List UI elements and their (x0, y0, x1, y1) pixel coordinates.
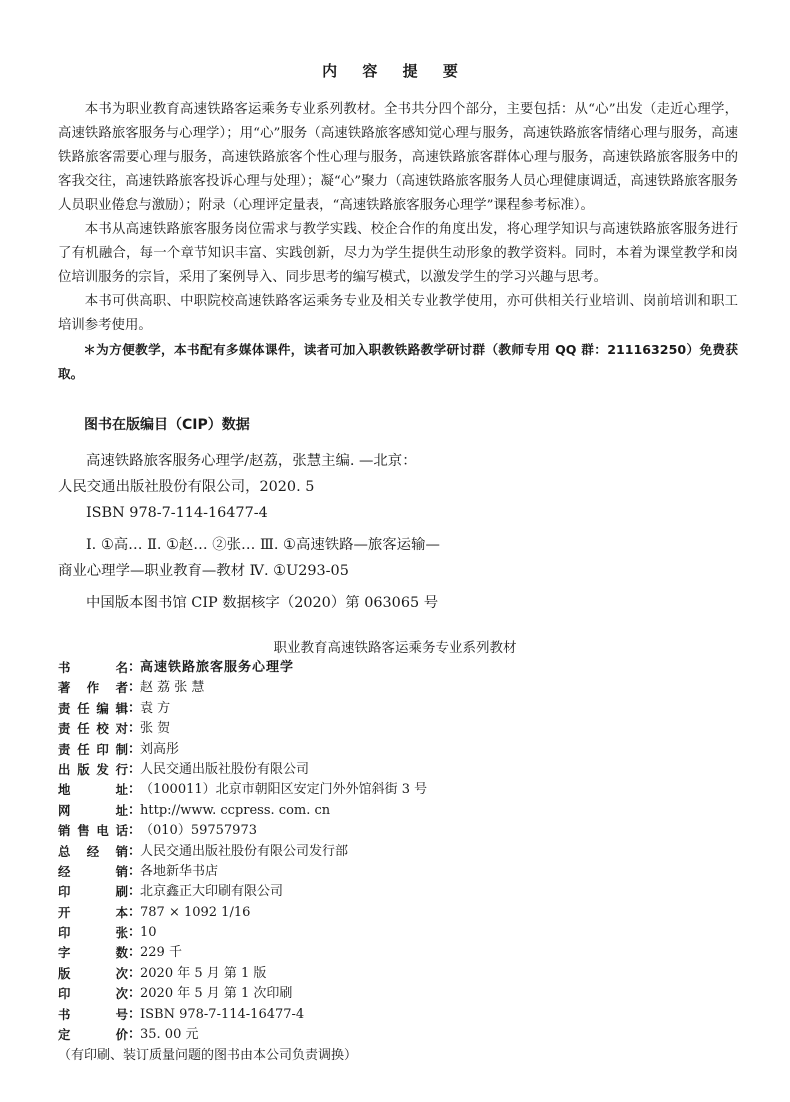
info-value: （010）59757973 (140, 823, 257, 839)
info-row-proofreader: 责任校对 ： 张 贺 (58, 719, 738, 739)
info-value: 高速铁路旅客服务心理学 (140, 660, 295, 675)
info-value: 人民交通出版社股份有限公司 (140, 761, 310, 777)
info-value: 2020 年 5 月 第 1 版 (140, 965, 267, 981)
info-row-edition: 版次 ： 2020 年 5 月 第 1 版 (58, 964, 738, 984)
info-value: 刘高彤 (140, 741, 180, 757)
info-row-general-distributor: 总经销 ： 人民交通出版社股份有限公司发行部 (58, 842, 738, 862)
info-label: 书名 (58, 660, 128, 675)
summary-paragraph: 本书从高速铁路旅客服务岗位需求与教学实践、校企合作的角度出发，将心理学知识与高速铁路旅客服务进行了有机融合，每一个章节知识丰富、实践创新，尽力为学生提供生动形象的教学资料。同时，本着为课堂教学和岗位培训服务的宗旨，采用了案例导入、同步思考的编写模式，以激发学生的学习兴趣与思考。 (58, 222, 738, 285)
cip-block (58, 448, 738, 616)
cip-line-classification-cont: 商业心理学—职业教育—教材 Ⅳ. ①U293-05 (58, 563, 349, 579)
info-row-publisher: 出版发行 ： 人民交通出版社股份有限公司 (58, 760, 738, 780)
info-row-impression: 印次 ： 2020 年 5 月 第 1 次印刷 (58, 984, 738, 1004)
cip-line-classification: Ⅰ. ①高… Ⅱ. ①赵… ②张… Ⅲ. ①高速铁路—旅客运输— (86, 537, 440, 553)
info-value: 张 贺 (140, 721, 171, 737)
info-value: 787 × 1092 1/16 (140, 904, 251, 920)
info-label: 开本 (58, 904, 128, 920)
info-label: 经销 (58, 863, 128, 879)
info-row-price: 定价 ： 35. 00 元 (58, 1025, 738, 1045)
info-value: 35. 00 元 (140, 1027, 199, 1043)
info-label: 责任校对 (58, 721, 128, 737)
summary-paragraph: 本书为职业教育高速铁路客运乘务专业系列教材。全书共分四个部分，主要包括：从“心”出发（走近心理学，高速铁路旅客服务与心理学）；用“心”服务（高速铁路旅客感知觉心理与服务，高速铁路旅客情绪心理与服务，高速铁路旅客需要心理与服务，高速铁路旅客个性心理与服务，高速铁路旅客群体心理与服务，高速铁路旅客服务中的客我交往，高速铁路旅客投诉心理与处理）；凝“心”聚力（高速铁路旅客服务人员心理健康调适，高速铁路旅客服务人员职业倦怠与激励）；附录（心理评定量表，“高速铁路旅客服务心理学”课程参考标准）。 (58, 102, 738, 213)
page-title: 内 容 提 要 (322, 62, 468, 80)
cip-heading: 图书在版编目（CIP）数据 (84, 417, 250, 433)
info-label: 印刷 (58, 884, 128, 900)
info-value: ISBN 978-7-114-16477-4 (140, 1006, 305, 1022)
info-row-printed-sheets: 印张 ： 10 (58, 923, 738, 943)
info-row-website: 网址 ： http://www. ccpress. com. cn (58, 801, 738, 821)
info-value: 袁 方 (140, 700, 171, 716)
info-label: 印次 (58, 986, 128, 1002)
info-row-authors: 著作者 ： 赵 荔 张 慧 (58, 678, 738, 698)
info-value: 229 千 (140, 945, 182, 961)
cip-line-record-number: 中国版本图书馆 CIP 数据核字（2020）第 063065 号 (86, 595, 439, 611)
info-label: 印张 (58, 925, 128, 941)
info-value: 赵 荔 张 慧 (140, 680, 205, 696)
info-label: 销售电话 (58, 823, 128, 839)
info-value: http://www. ccpress. com. cn (140, 802, 331, 818)
info-label: 书号 (58, 1006, 128, 1022)
info-row-address: 地址 ： （100011）北京市朝阳区安定门外外馆斜街 3 号 (58, 780, 738, 800)
publication-info (58, 658, 738, 1067)
summary-paragraph: 本书可供高职、中职院校高速铁路客运乘务专业及相关专业教学使用，亦可供相关行业培训、岗前培训和职工培训参考使用。 (58, 294, 738, 333)
info-label: 版次 (58, 965, 128, 981)
info-row-format: 开本 ： 787 × 1092 1/16 (58, 903, 738, 923)
info-label: 地址 (58, 782, 128, 798)
courseware-note: ＊为方便教学，本书配有多媒体课件，读者可加入职教铁路教学研讨群（教师专用 QQ 群：211163250）免费获取。 (58, 342, 738, 381)
info-value: （100011）北京市朝阳区安定门外外馆斜街 3 号 (140, 782, 428, 798)
info-row-sales-phone: 销售电话 ： （010）59757973 (58, 821, 738, 841)
info-label: 责任编辑 (58, 700, 128, 716)
info-label: 责任印制 (58, 741, 128, 757)
series-name: 职业教育高速铁路客运乘务专业系列教材 (273, 640, 517, 656)
info-value: 2020 年 5 月 第 1 次印刷 (140, 986, 293, 1002)
cip-line-publisher: 人民交通出版社股份有限公司，2020. 5 (58, 479, 315, 495)
cip-line-isbn: ISBN 978-7-114-16477-4 (86, 505, 268, 521)
info-row-distributor: 经销 ： 各地新华书店 (58, 862, 738, 882)
info-label: 字数 (58, 945, 128, 961)
info-label: 定价 (58, 1027, 128, 1043)
info-value: 各地新华书店 (140, 863, 219, 879)
info-value: 北京鑫正大印刷有限公司 (140, 884, 284, 900)
info-value: 人民交通出版社股份有限公司发行部 (140, 843, 349, 859)
summary-section (58, 98, 738, 386)
info-label: 著作者 (58, 680, 128, 696)
info-row-isbn: 书号 ： ISBN 978-7-114-16477-4 (58, 1005, 738, 1025)
info-row-book-title: 书名 ： 高速铁路旅客服务心理学 (58, 658, 738, 678)
info-row-printing-supervisor: 责任印制 ： 刘高彤 (58, 740, 738, 760)
info-label: 网址 (58, 802, 128, 818)
info-row-printer: 印刷 ： 北京鑫正大印刷有限公司 (58, 882, 738, 902)
info-row-editor: 责任编辑 ： 袁 方 (58, 699, 738, 719)
info-value: 10 (140, 925, 157, 941)
cip-line-title: 高速铁路旅客服务心理学/赵荔，张慧主编. —北京： (86, 453, 417, 469)
info-label: 出版发行 (58, 761, 128, 777)
info-row-word-count: 字数 ： 229 千 (58, 943, 738, 963)
info-label: 总经销 (58, 843, 128, 859)
quality-notice: （有印刷、装订质量问题的图书由本公司负责调换） (58, 1048, 358, 1064)
